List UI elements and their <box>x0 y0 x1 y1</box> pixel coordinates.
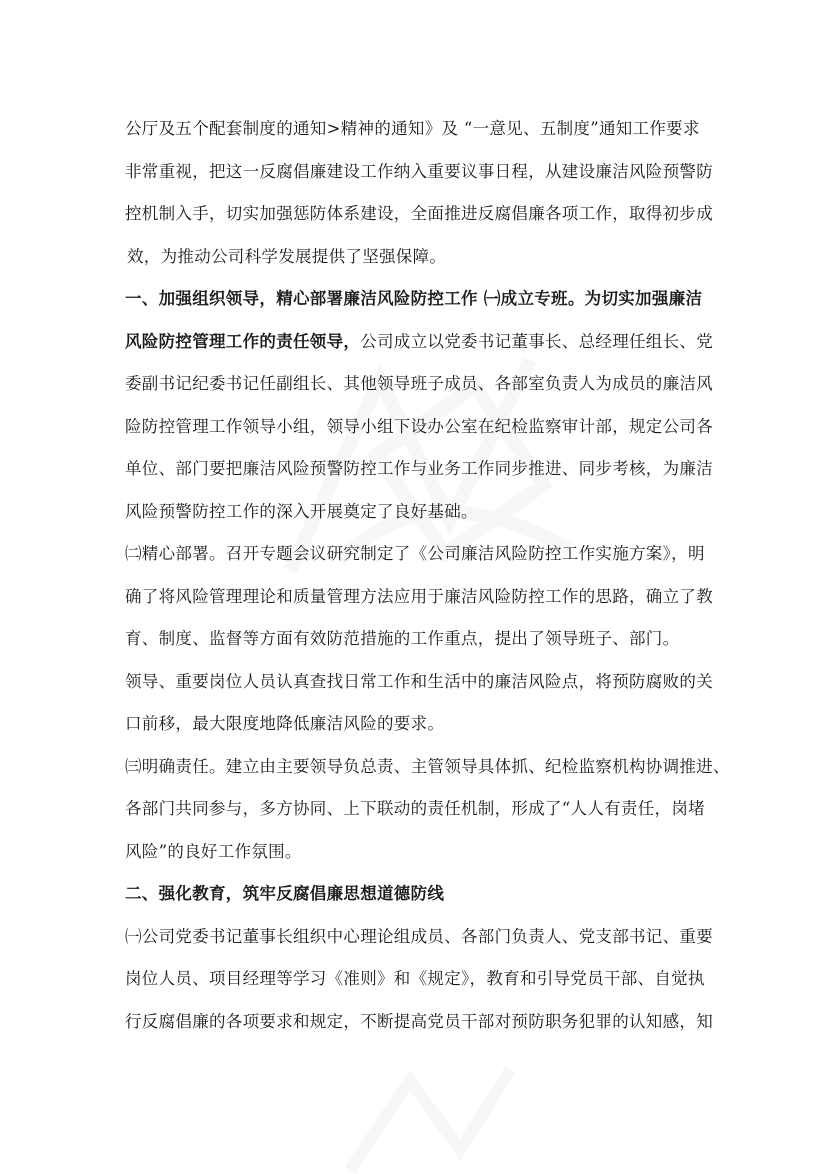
text-line: 公厅及五个配套制度的通知>精神的通知》及 “一意见、五制度”通知工作要求 <box>125 119 700 138</box>
section-heading: 二、强化教育，筑牢反腐倡廉思想道德防线 <box>125 884 445 903</box>
text-line: ㈡精心部署。召开专题会议研究制定了《公司廉洁风险防控工作实施方案》，明 <box>125 544 705 563</box>
text-line: 行反腐倡廉的各项要求和规定，不断提高党员干部对预防职务犯罪的认知感，知 <box>125 1011 713 1031</box>
text-line: 委副书记纪委书记任副组长、其他领导班子成员、各部室负责人为成员的廉洁风 <box>125 374 713 393</box>
text-line: 确了将风险管理理论和质量管理方法应用于廉洁风险防控工作的思路，确立了教 <box>125 586 713 606</box>
text-line: 控机制入手，切实加强惩防体系建设，全面推进反腐倡廉各项工作，取得初步成 <box>125 204 713 223</box>
text-run: 公司成立以党委书记董事长、总经理任组长、党 <box>360 331 714 351</box>
text-line: 风险预警防控工作的深入开展奠定了良好基础。 <box>125 501 478 521</box>
text-line-mixed <box>125 321 715 364</box>
text-line: 效，为推动公司科学发展提供了坚强保障。 <box>127 246 447 266</box>
text-line: 险防控管理工作领导小组，领导小组下设办公室在纪检监察审计部，规定公司各 <box>125 416 713 436</box>
text-line: 单位、部门要把廉洁风险预警防控工作与业务工作同步推进、同步考核，为廉洁 <box>125 459 713 478</box>
text-line: 岗位人员、项目经理等学习《准则》和《规定》，教育和引导党员干部、自觉执 <box>125 969 705 988</box>
text-line: 各部门共同参与，多方协同、上下联动的责任机制，形成了“人人有责任，岗堵 <box>125 799 705 818</box>
text-line: 育、制度、监督等方面有效防范措施的工作重点，提出了领导班子、部门。 <box>125 629 680 648</box>
text-line: ㈠公司党委书记董事长组织中心理论组成员、各部门负责人、党支部书记、重要 <box>125 926 713 946</box>
text-line: 风险”的良好工作氛围。 <box>125 841 302 861</box>
text-line: 口前移，最大限度地降低廉洁风险的要求。 <box>125 714 445 733</box>
text-line: 领导、重要岗位人员认真查找日常工作和生活中的廉洁风险点，将预防腐败的关 <box>125 671 713 691</box>
document-body <box>125 108 730 1043</box>
watermark-graphic-bottom <box>330 1060 530 1174</box>
text-line: 非常重视，把这一反腐倡廉建设工作纳入重要议事日程，从建设廉洁风险预警防 <box>125 161 713 181</box>
text-line: ㈢明确责任。建立由主要领导负总责、主管领导具体抓、纪检监察机构协调推进、 <box>125 756 730 776</box>
section-heading-line: 一、加强组织领导，精心部署廉洁风险防控工作 ㈠成立专班。为切实加强廉洁 <box>125 289 703 308</box>
bold-lead-text: 风险防控管理工作的责任领导， <box>125 331 361 351</box>
